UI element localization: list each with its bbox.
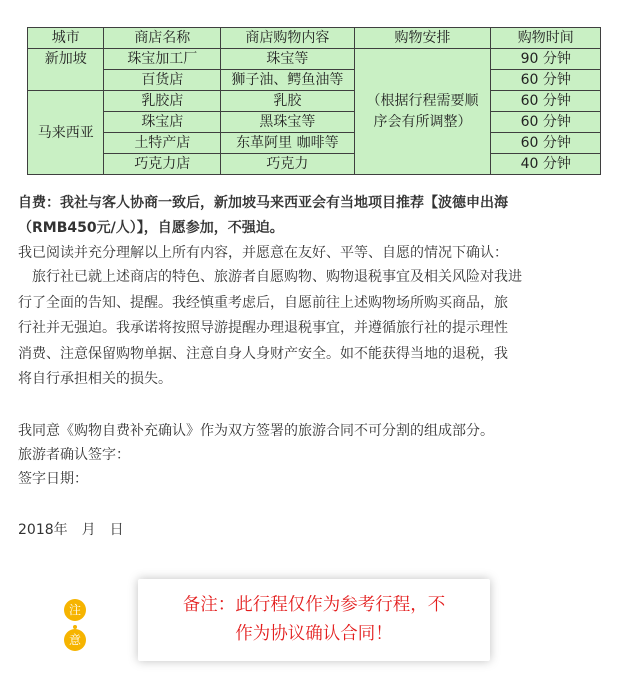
paragraph-line: 旅行社已就上述商店的特色、旅游者自愿购物、购物退税事宜及相关风险对我进 [18, 269, 522, 285]
city-malaysia: 马来西亚 [28, 91, 104, 175]
header-store: 商店名称 [104, 28, 221, 49]
paragraph-line: 消费、注意保留购物单据、注意自身人身财产安全。如不能获得当地的退税，我 [18, 345, 508, 362]
store-content: 狮子油、鳄鱼油等 [221, 70, 354, 91]
store-name: 巧克力店 [104, 154, 221, 175]
shopping-time: 60 分钟 [491, 91, 601, 112]
store-content: 乳胶 [221, 91, 354, 112]
store-name: 珠宝店 [104, 112, 221, 133]
agree-statement: 我同意《购物自费补充确认》作为双方签署的旅游合同不可分割的组成部分。 [18, 423, 494, 439]
header-content: 商店购物内容 [221, 28, 354, 49]
shopping-time: 60 分钟 [491, 70, 601, 91]
arrangement-text: （根据行程需要顺序会有所调整） [366, 92, 479, 130]
table-row [28, 91, 601, 112]
self-pay-line-2: （RMB450元/人）】，自愿参加，不强迫。 [18, 220, 284, 236]
shopping-time: 60 分钟 [491, 112, 601, 133]
table-row [28, 49, 601, 70]
store-name: 珠宝加工厂 [104, 49, 221, 70]
paragraph-line: 行社并无强迫。我承诺将按照导游提醒办理退税事宜，并遵循旅行社的提示理性 [18, 320, 508, 336]
table-row [28, 70, 601, 91]
header-arrangement: 购物安排 [354, 28, 491, 49]
paragraph-line: 将自行承担相关的损失。 [18, 371, 172, 387]
notice-box [138, 579, 490, 661]
shopping-time: 60 分钟 [491, 133, 601, 154]
sign-date-label: 签字日期： [18, 471, 88, 487]
date-line: 2018年 月 日 [18, 522, 124, 538]
paragraph-line: 行了全面的告知、提醒。我经慎重考虑后，自愿前往上述购物场所购买商品，旅 [18, 294, 508, 311]
store-content: 珠宝等 [221, 49, 354, 70]
header-city: 城市 [28, 28, 104, 49]
city-singapore: 新加坡 [28, 49, 104, 91]
notice-badge-top: 注 [64, 599, 86, 621]
self-pay-line-1: 自费：我社与客人协商一致后，新加坡马来西亚会有当地项目推荐【波德申出海 [18, 195, 508, 211]
store-content: 黑珠宝等 [221, 112, 354, 133]
confirmation-paragraph [18, 265, 608, 393]
notice-badge-bottom: 意 [64, 629, 86, 651]
store-content: 巧克力 [221, 154, 354, 175]
arrangement-cell [354, 49, 491, 175]
confirm-intro: 我已阅读并充分理解以上所有内容，并愿意在友好、平等、自愿的情况下确认： [18, 245, 508, 261]
table-row [28, 154, 601, 175]
table-row [28, 112, 601, 133]
table-row [28, 133, 601, 154]
signature-label: 旅游者确认签字： [18, 447, 130, 463]
shopping-time: 90 分钟 [491, 49, 601, 70]
store-name: 乳胶店 [104, 91, 221, 112]
shopping-table [27, 27, 601, 175]
shopping-time: 40 分钟 [491, 154, 601, 175]
self-pay-note [18, 191, 608, 241]
store-name: 百货店 [104, 70, 221, 91]
store-content: 东革阿里 咖啡等 [221, 133, 354, 154]
notice-line-1: 备注：此行程仅作为参考行程，不 [182, 595, 446, 615]
table-header-row [28, 28, 601, 49]
store-name: 土特产店 [104, 133, 221, 154]
notice-line-2: 作为协议确认合同！ [235, 624, 393, 644]
header-time: 购物时间 [491, 28, 601, 49]
